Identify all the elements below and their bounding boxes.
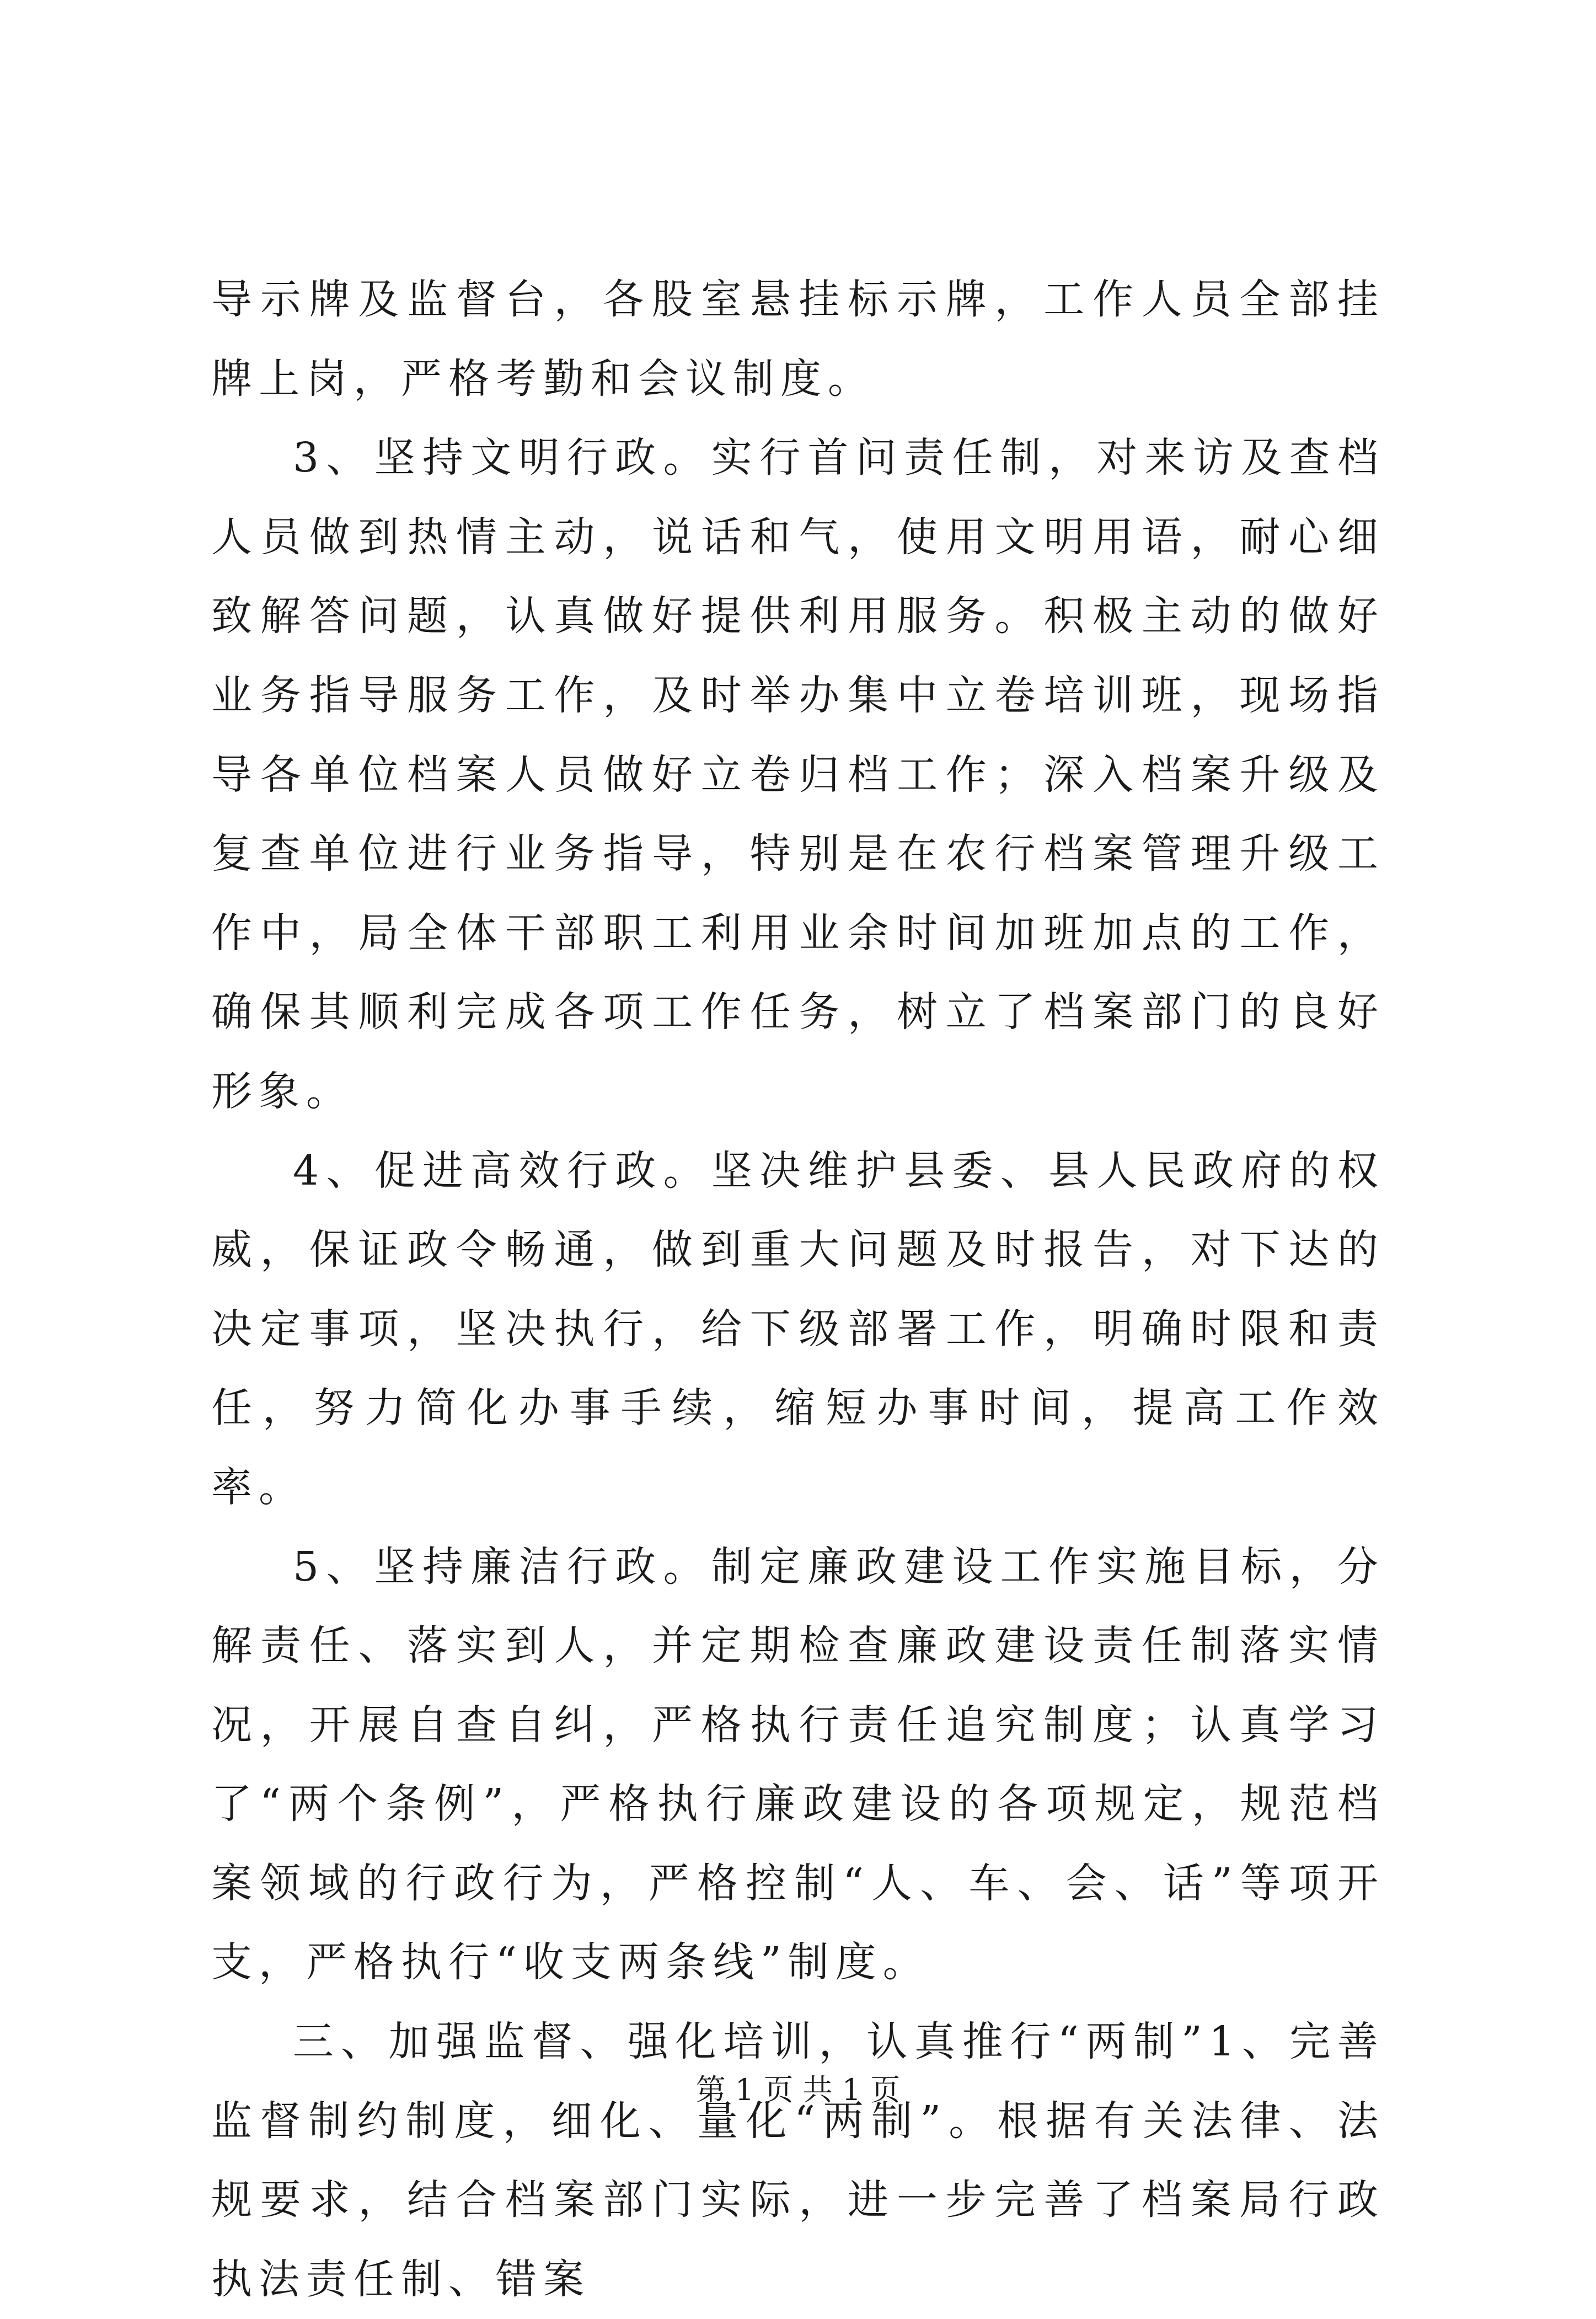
page-number-footer: 第 1 页 共 1 页 [695, 2072, 901, 2107]
paragraph-continuation: 导示牌及监督台，各股室悬挂标示牌，工作人员全部挂牌上岗，严格考勤和会议制度。 [211, 276, 1385, 403]
paragraph-section-three: 三、加强监督、强化培训，认真推行“两制”1、完善监督制约制度，细化、量化“两制”。根据有关法律、法规要求，结合档案部门实际，进一步完善了档案局行政执法责任制、错案 [211, 2018, 1385, 2303]
paragraph-efficient-administration: 4、促进高效行政。坚决维护县委、县人民政府的权威，保证政令畅通，做到重大问题及时报告，对下达的决定事项，坚决执行，给下级部署工作，明确时限和责任，努力简化办事手续，缩短办事时间，提高工作效率。 [211, 1147, 1385, 1511]
paragraph-civilized-administration: 3、坚持文明行政。实行首问责任制，对来访及查档人员做到热情主动，说话和气，使用文明用语，耐心细致解答问题，认真做好提供利用服务。积极主动的做好业务指导服务工作，及时举办集中立卷培训班，现场指导各单位档案人员做好立卷归档工作；深入档案升级及复查单位进行业务指导，特别是在农行档案管理升级工作中，局全体干部职工利用业余时间加班加点的工作，确保其顺利完成各项工作任务，树立了档案部门的良好形象。 [211, 434, 1385, 1115]
document-body [211, 260, 1385, 2319]
paragraph-clean-administration: 5、坚持廉洁行政。制定廉政建设工作实施目标，分解责任、落实到人，并定期检查廉政建设责任制落实情况，开展自查自纠，严格执行责任追究制度；认真学习了“两个条例”，严格执行廉政建设的各项规定，规范档案领域的行政行为，严格控制“人、车、会、话”等项开支，严格执行“收支两条线”制度。 [211, 1543, 1385, 1986]
